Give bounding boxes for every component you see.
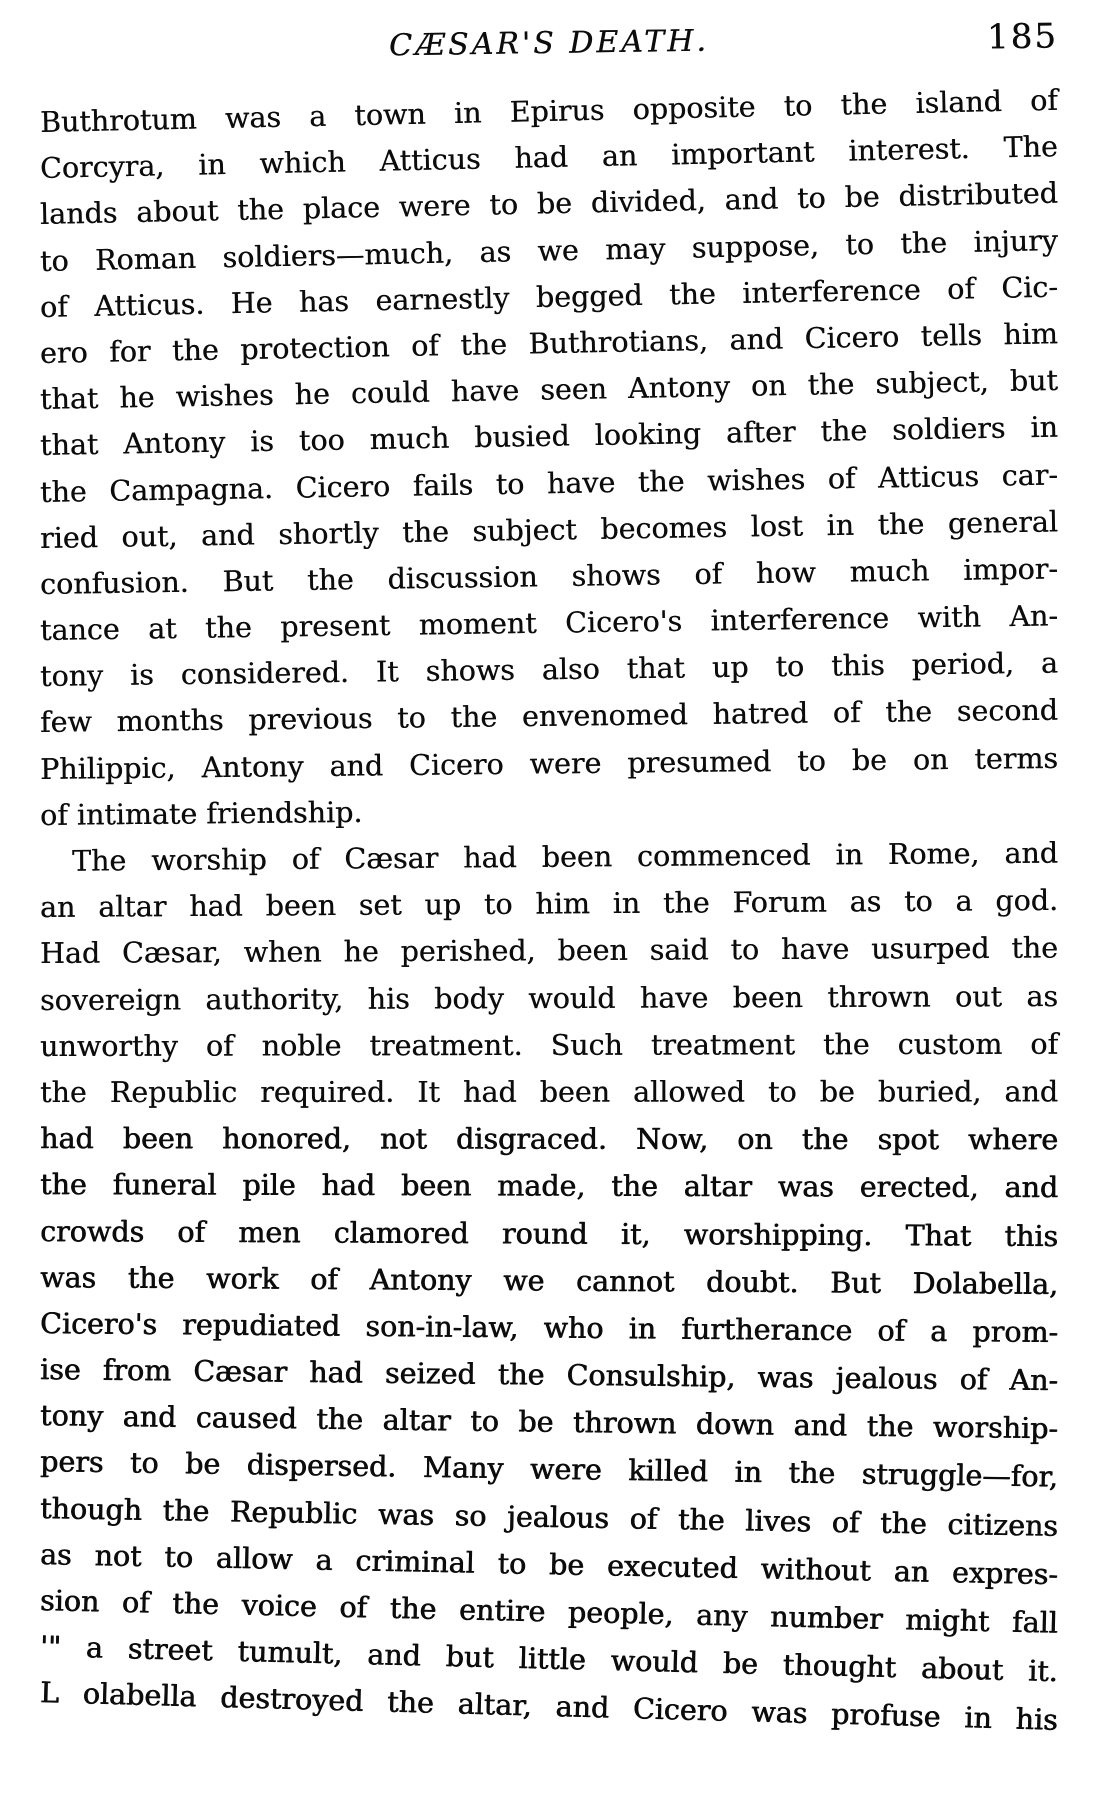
text-block bbox=[39, 83, 1059, 1738]
text-line: an altar had been set up to him in the Forum as to a god. bbox=[39, 884, 1059, 925]
text-line: though the Republic was so jealous of the lives of the citizens bbox=[39, 1491, 1059, 1543]
text-line: had been honored, not disgraced. Now, on the spot where bbox=[39, 1122, 1059, 1157]
page-number: 185 bbox=[986, 16, 1059, 58]
text-line: unworthy of noble treatment. Such treatment the custom of bbox=[39, 1027, 1059, 1063]
text-line: '" a street tumult, and but little would be thought about it. bbox=[39, 1630, 1059, 1689]
text-line: ero for the protection of the Buthrotians, and Cicero tells him bbox=[39, 317, 1059, 370]
text-line: was the work of Antony we cannot doubt. But Dolabella, bbox=[39, 1260, 1059, 1301]
text-line: sion of the voice of the entire people, any number might fall bbox=[39, 1584, 1059, 1640]
text-line: few months previous to the envenomed hatred of the second bbox=[39, 694, 1059, 740]
text-line: lands about the place were to be divided, and to be distributed bbox=[39, 176, 1059, 232]
text-line: Buthrotum was a town in Epirus opposite to the island of bbox=[39, 83, 1059, 139]
text-line: that Antony is too much busied looking after the soldiers in bbox=[39, 410, 1059, 463]
running-header bbox=[40, 18, 1059, 77]
text-line: crowds of men clamored round it, worshipping. That this bbox=[39, 1214, 1059, 1253]
text-line: ise from Cæsar had seized the Consulship, was jealous of An- bbox=[39, 1353, 1059, 1398]
text-line: as not to allow a criminal to be executed without an expres- bbox=[39, 1537, 1059, 1591]
text-line: The worship of Cæsar had been commenced in Rome, and bbox=[71, 836, 1059, 878]
text-line: the Republic required. It had been allowed to be buried, and bbox=[39, 1075, 1059, 1109]
text-line: the funeral pile had been made, the altar was erected, and bbox=[39, 1168, 1059, 1205]
page-title: CÆSAR'S DEATH. bbox=[388, 23, 710, 64]
text-line: Had Cæsar, when he perished, been said to have usurped the bbox=[39, 931, 1059, 971]
text-line: that he wishes he could have seen Antony on the subject, but bbox=[39, 364, 1059, 417]
text-line: ried out, and shortly the subject becomes lost in the general bbox=[39, 505, 1059, 555]
text-line: tony is considered. It shows also that up to this period, a bbox=[39, 646, 1059, 694]
text-line: Corcyra, in which Atticus had an important interest. The bbox=[39, 130, 1059, 186]
text-line: to Roman soldiers—much, as we may suppose, to the injury bbox=[39, 223, 1059, 278]
text-line: L olabella destroyed the altar, and Cicero was profuse in his bbox=[39, 1676, 1059, 1738]
text-line: of Atticus. He has earnestly begged the interference of Cic- bbox=[39, 270, 1059, 324]
text-line: Cicero's repudiated son-in-law, who in furtherance of a prom- bbox=[39, 1306, 1059, 1349]
text-line: pers to be dispersed. Many were killed in the struggle—for, bbox=[39, 1445, 1059, 1494]
text-line: Philippic, Antony and Cicero were presumed to be on terms bbox=[39, 741, 1059, 786]
text-line: confusion. But the discussion shows of how much impor- bbox=[39, 552, 1059, 601]
text-line: tony and caused the altar to be thrown down and the worship- bbox=[39, 1399, 1059, 1446]
text-line: sovereign authority, his body would have been thrown out as bbox=[39, 979, 1059, 1017]
text-line: of intimate friendship. bbox=[39, 795, 363, 832]
text-line: the Campagna. Cicero fails to have the wishes of Atticus car- bbox=[39, 458, 1059, 509]
text-line: tance at the present moment Cicero's interference with An- bbox=[39, 599, 1059, 648]
